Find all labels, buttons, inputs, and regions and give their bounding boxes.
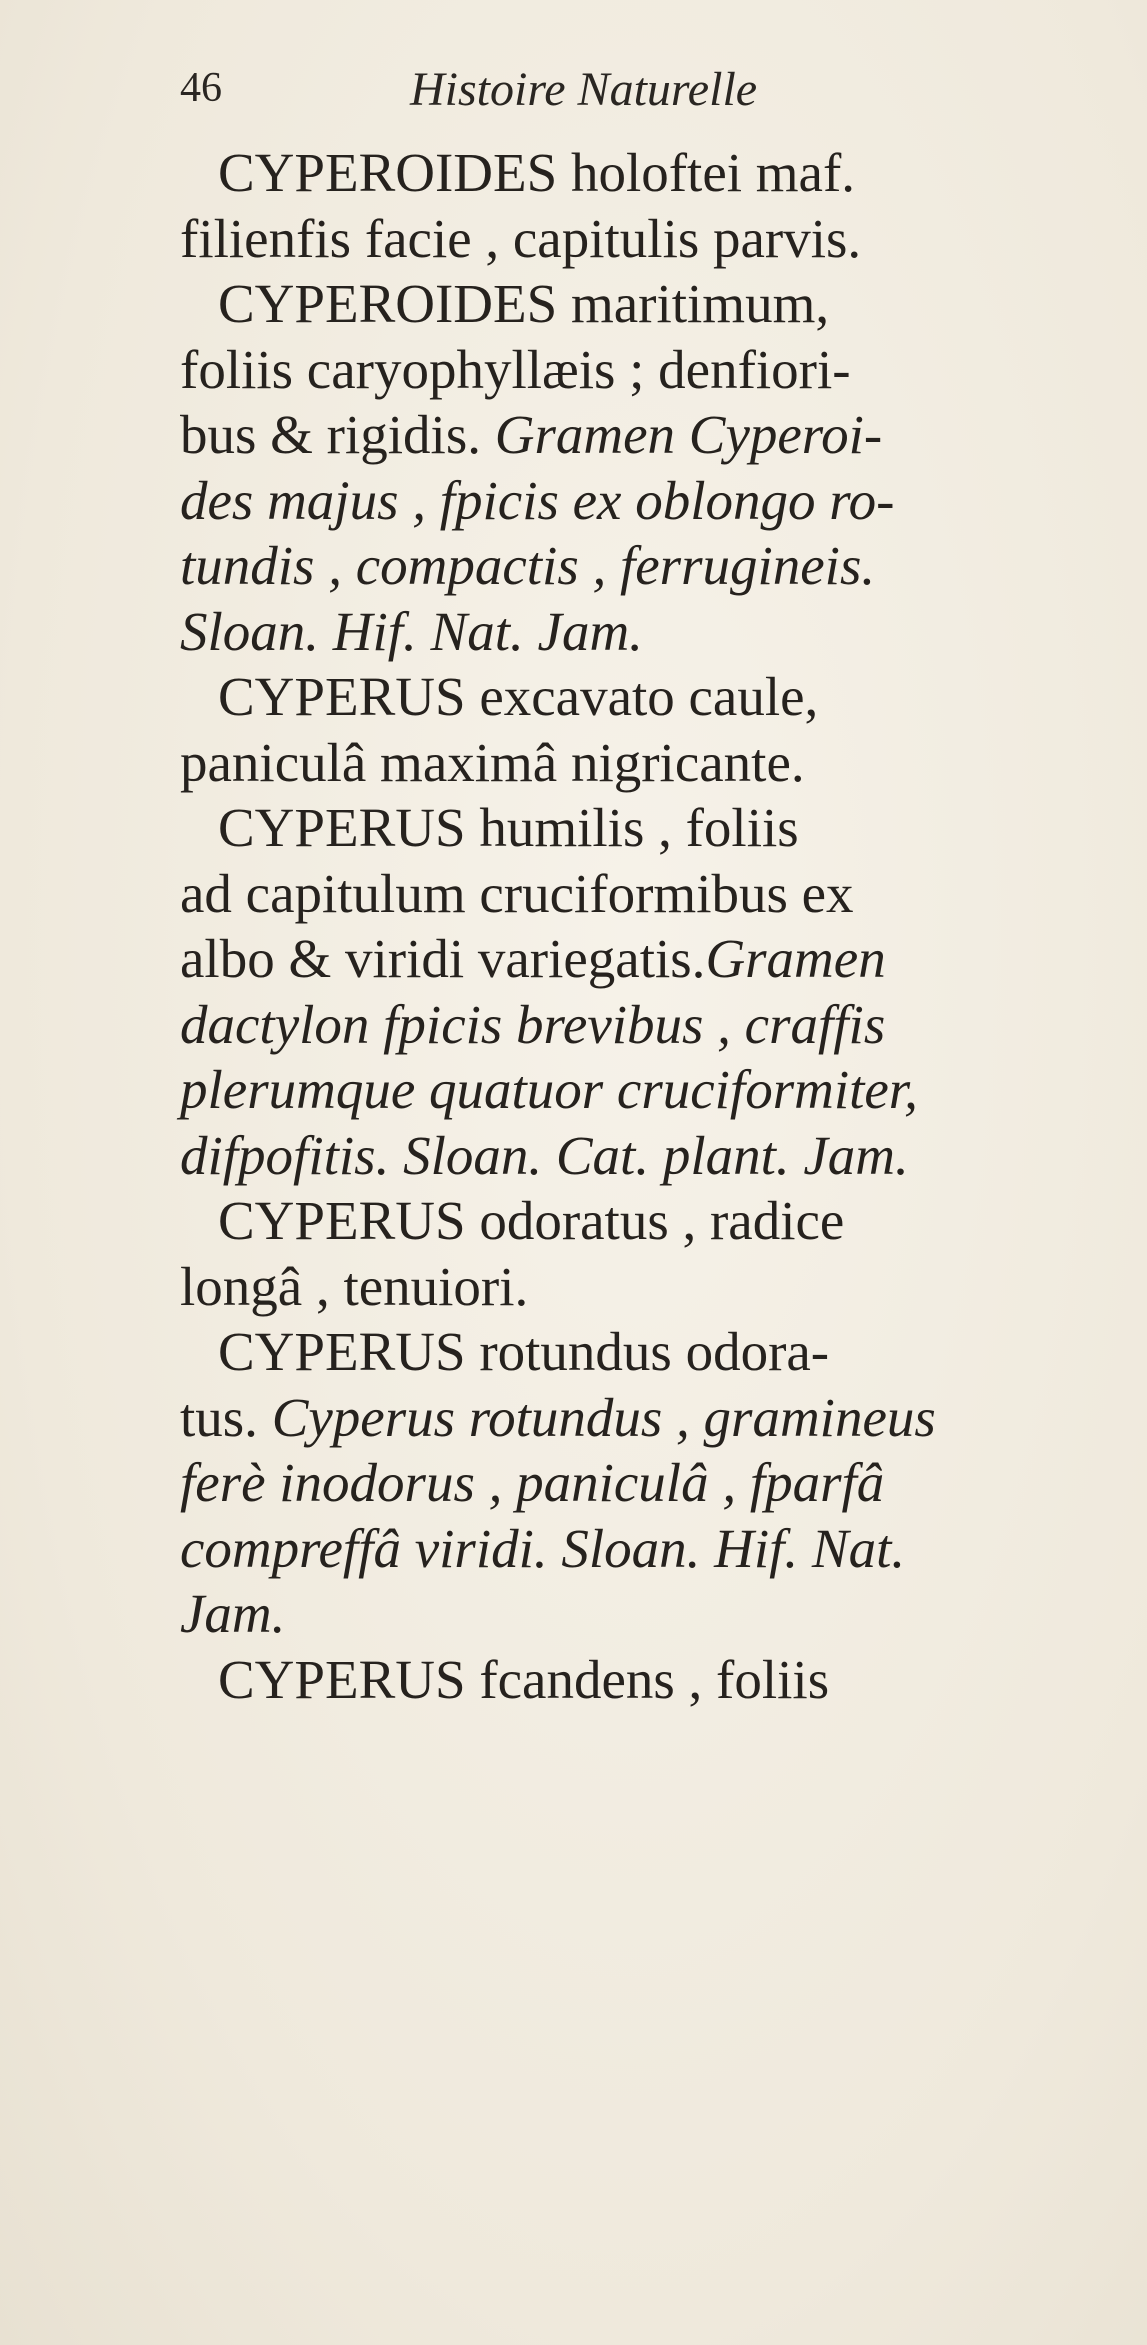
text-segment: CYPERUS humilis , foliis [218, 797, 799, 858]
italic-text-segment: Gramen [705, 928, 886, 989]
text-segment: ad capitulum cruciformibus ex [180, 862, 854, 924]
text-line [180, 992, 980, 1058]
running-title: Histoire Naturelle [410, 63, 758, 116]
body-text [180, 140, 980, 1712]
text-line [180, 1188, 980, 1254]
text-segment: CYPERUS rotundus odora- [218, 1321, 830, 1382]
text-line [180, 1516, 980, 1582]
text-line [180, 402, 980, 468]
italic-text-segment: Sloan. Hif. Nat. Jam. [180, 600, 643, 662]
text-line [180, 1319, 980, 1385]
text-line [180, 599, 980, 665]
text-line [180, 1254, 980, 1320]
text-segment: CYPERUS excavato caule, [218, 666, 819, 727]
text-line [180, 140, 980, 206]
text-segment: CYPERUS odoratus , radice [218, 1190, 845, 1251]
text-line [180, 1385, 980, 1451]
italic-text-segment: Cyperus rotundus , gramineus [271, 1386, 936, 1448]
text-segment: albo & viridi variegatis. [180, 928, 706, 989]
text-segment: bus & rigidis. [180, 404, 495, 465]
text-line [180, 926, 980, 992]
text-segment: filienfis facie , capitulis parvis. [180, 207, 862, 269]
text-segment: foliis caryophyllæis ; denfiori- [180, 338, 851, 400]
text-line [180, 533, 980, 599]
text-line [180, 337, 980, 403]
page-header [180, 62, 1000, 132]
italic-text-segment: difpofitis. Sloan. Cat. plant. Jam. [180, 1124, 909, 1186]
text-segment: CYPERUS fcandens , foliis [218, 1648, 830, 1710]
text-line [180, 664, 980, 730]
italic-text-segment: Jam. [180, 1583, 286, 1644]
text-line [180, 1057, 980, 1123]
italic-text-segment: dactylon fpicis brevibus , craffis [180, 993, 886, 1055]
italic-text-segment: compreffâ viridi. Sloan. Hif. Nat. [180, 1517, 906, 1579]
italic-text-segment: tundis , compactis , ferrugineis. [180, 535, 876, 596]
italic-text-segment: des majus , fpicis ex oblongo ro- [180, 469, 895, 531]
text-segment: longâ , tenuiori. [180, 1255, 529, 1317]
text-line [180, 1647, 980, 1713]
text-line [180, 730, 980, 796]
italic-text-segment: plerumque quatuor cruciformiter, [180, 1059, 918, 1120]
text-line [180, 861, 980, 927]
italic-text-segment: ferè inodorus , paniculâ , fparfâ [180, 1452, 885, 1513]
text-line [180, 795, 980, 861]
text-line [180, 1581, 980, 1647]
text-segment: tus. [180, 1386, 272, 1448]
text-segment: CYPEROIDES holoftei maf. [218, 142, 856, 203]
text-line [180, 1450, 980, 1516]
text-line [180, 1123, 980, 1189]
text-segment: CYPEROIDES maritimum, [218, 273, 830, 334]
text-line [180, 206, 980, 272]
page-number: 46 [180, 65, 222, 111]
text-line [180, 468, 980, 534]
text-line [180, 271, 980, 337]
italic-text-segment: Gramen Cyperoi- [494, 404, 883, 465]
text-segment: paniculâ maximâ nigricante. [180, 731, 805, 793]
